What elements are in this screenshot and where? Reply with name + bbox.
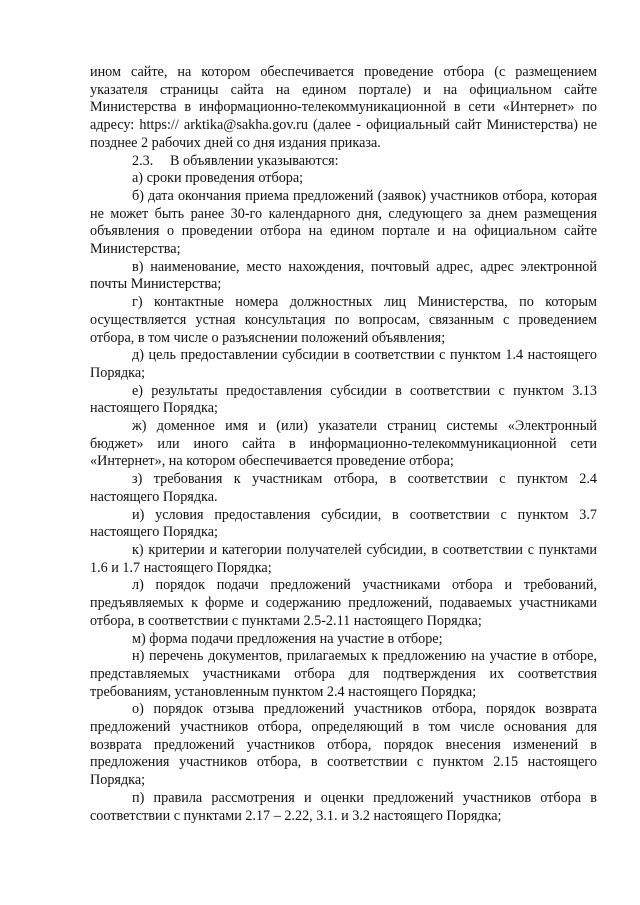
section-heading-text: В объявлении указываются:	[170, 152, 339, 169]
list-item-a: а) сроки проведения отбора;	[132, 170, 304, 187]
list-item-v: в) наименование, место нахождения, почтовый адрес, адрес электронной почты Министерства;	[90, 258, 597, 293]
list-item-o: о) порядок отзыва предложений участников отбора, порядок возврата предложений участников отбора, определяющий в том числе основания для возврата предложений участников отбора, порядок внесения изменений в предложения участников отбора, в соответствии с пунктом 2.15 настоящего Порядка;	[90, 701, 597, 789]
section-number: 2.3.	[132, 152, 154, 169]
lead-paragraph: ином сайте, на котором обеспечивается проведение отбора (с размещением указателя страницы сайта на едином портале) и на официальном сайте Министерства в информационно-телекоммуникационной в сети «Интернет» по адресу: https:// arktika@sakha.gov.ru (далее - официальный сайт Министерства) не позднее 2 рабочих дней со дня издания приказа.	[90, 64, 597, 151]
list-item-k: к) критерии и категории получателей субсидии, в соответствии с пунктами 1.6 и 1.7 настоящего Порядка;	[90, 541, 597, 576]
list-item-d: д) цель предоставлении субсидии в соответствии с пунктом 1.4 настоящего Порядка;	[90, 347, 597, 381]
list-item-i: и) условия предоставления субсидии, в соответствии с пунктом 3.7 настоящего Порядка;	[90, 506, 597, 541]
list-item-b: б) дата окончания приема предложений (заявок) участников отбора, которая не может быть ранее 30-го календарного дня, следующего за днем размещения объявления о проведении отбора на едином портале и на официальном сайте Министерства;	[90, 187, 597, 258]
list-item-p: п) правила рассмотрения и оценки предложений участников отбора в соответствии с пунктами 2.17 – 2.22, 3.1. и 3.2 настоящего Порядка;	[90, 789, 597, 824]
list-item-n: н) перечень документов, прилагаемых к предложению на участие в отборе, представляемых участниками отбора для подтверждения их соответствия требованиям, установленным пунктом 2.4 настоящего Порядка;	[90, 648, 597, 700]
list-item-m: м) форма подачи предложения на участие в отборе;	[132, 630, 443, 647]
list-item-z: з) требования к участникам отбора, в соответствии с пунктом 2.4 настоящего Порядка.	[90, 471, 597, 505]
document-page	[90, 64, 597, 825]
list-item-l: л) порядок подачи предложений участниками отбора и требований, предъявляемых к форме и содержанию предложений, подаваемых участниками отбора, в соответствии с пунктами 2.5-2.11 настоящего Порядка;	[90, 577, 597, 629]
list-item-e: е) результаты предоставления субсидии в соответствии с пунктом 3.13 настоящего Порядка;	[90, 382, 597, 417]
section-heading	[90, 153, 597, 171]
list-item-g: г) контактные номера должностных лиц Министерства, по которым осуществляется устная консультация по вопросам, связанным с проведением отбора, в том числе о разъяснении положений объявления;	[90, 294, 597, 346]
list-item-zh: ж) доменное имя и (или) указатели страниц системы «Электронный бюджет» или иного сайта в информационно-телекоммуникационной сети «Интернет», на котором обеспечивается проведение отбора;	[90, 418, 597, 470]
